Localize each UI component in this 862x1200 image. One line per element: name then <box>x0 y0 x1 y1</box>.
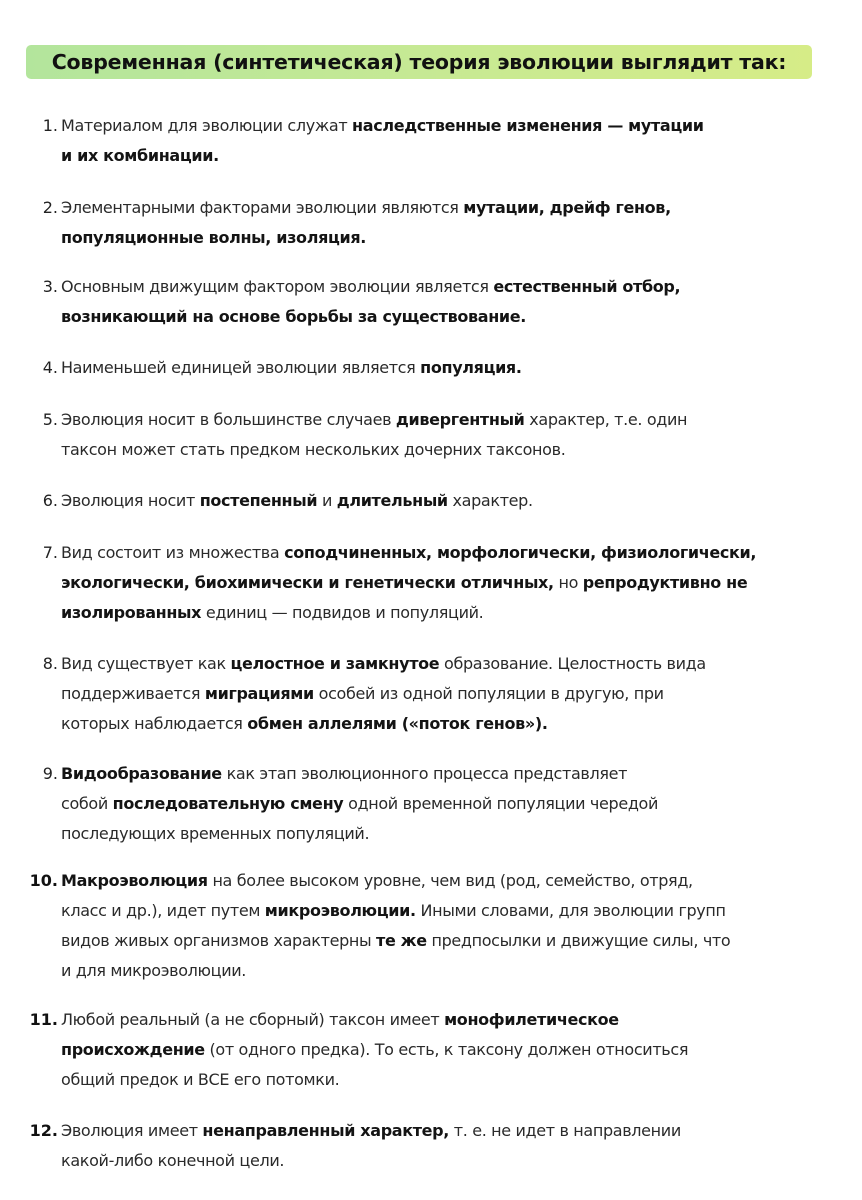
bold-term: последовательную смену <box>112 794 344 813</box>
text-line <box>61 193 821 223</box>
list-item-text <box>61 649 821 739</box>
list-item-text <box>61 866 821 986</box>
text-segment: как этап эволюционного процесса представляет <box>221 764 628 783</box>
list-item-text <box>61 538 821 628</box>
list-item-text <box>61 486 821 516</box>
text-line <box>61 598 821 628</box>
bold-term: мутации, дрейф генов, <box>463 198 671 217</box>
bold-term: экологически, биохимически и генетически отличных, <box>61 573 554 592</box>
list-item-number: 4. <box>42 358 58 377</box>
bold-term: популяция. <box>420 358 522 377</box>
text-segment: таксон может стать предком нескольких дочерних таксонов. <box>61 440 566 459</box>
bold-term: изолированных <box>61 603 202 622</box>
list-item-text <box>61 272 821 332</box>
text-segment: (от одного предка). То есть, к таксону должен относиться <box>204 1040 689 1059</box>
text-line <box>61 272 821 302</box>
list-item-text <box>61 353 821 383</box>
text-line <box>61 956 821 986</box>
text-line <box>61 866 821 896</box>
text-line <box>61 538 821 568</box>
text-segment: Эволюция носит <box>61 491 200 510</box>
text-segment: Иными словами, для эволюции групп <box>415 901 726 920</box>
bold-term: длительный <box>336 491 448 510</box>
text-line <box>61 353 821 383</box>
text-segment: предпосылки и движущие силы, что <box>426 931 731 950</box>
bold-term: возникающий на основе борьбы за существование. <box>61 307 527 326</box>
text-line <box>61 405 821 435</box>
text-line <box>61 435 821 465</box>
text-line <box>61 1146 821 1176</box>
text-segment: общий предок и ВСЕ его потомки. <box>61 1070 340 1089</box>
text-line <box>61 141 821 171</box>
text-line <box>61 926 821 956</box>
text-line <box>61 789 821 819</box>
text-segment: Вид существует как <box>61 654 231 673</box>
list-item-number: 8. <box>42 654 58 673</box>
list-item-text <box>61 111 821 171</box>
list-item-number: 5. <box>42 410 58 429</box>
bold-term: репродуктивно не <box>582 573 748 592</box>
bold-term: те же <box>376 931 427 950</box>
list-item-number: 6. <box>42 491 58 510</box>
list-item-number: 11. <box>29 1010 58 1029</box>
bold-term: происхождение <box>61 1040 205 1059</box>
text-line <box>61 223 821 253</box>
list-item-number: 12. <box>29 1121 58 1140</box>
list-item-text <box>61 405 821 465</box>
text-line <box>61 1005 821 1035</box>
text-segment: но <box>553 573 583 592</box>
text-segment: Эволюция носит в большинстве случаев <box>61 410 396 429</box>
list-item-number: 10. <box>29 871 58 890</box>
bold-term: миграциями <box>204 684 314 703</box>
page-title-banner <box>26 45 812 79</box>
list-item-text <box>61 759 821 849</box>
list-item-text <box>61 1116 821 1176</box>
text-segment: характер, т.е. один <box>524 410 688 429</box>
text-line <box>61 1116 821 1146</box>
bold-term: целостное и замкнутое <box>230 654 440 673</box>
text-line <box>61 896 821 926</box>
text-segment: на более высоком уровне, чем вид (род, семейство, отряд, <box>207 871 693 890</box>
text-segment: образование. Целостность вида <box>439 654 706 673</box>
bold-term: постепенный <box>199 491 318 510</box>
bold-term: ненаправленный характер, <box>202 1121 450 1140</box>
bold-term: и их комбинации. <box>61 146 219 165</box>
bold-term: естественный отбор, <box>493 277 681 296</box>
bold-term: Видообразование <box>61 764 222 783</box>
bold-term: соподчиненных, морфологически, физиологически, <box>284 543 757 562</box>
text-segment: т. е. не идет в направлении <box>449 1121 681 1140</box>
list-item-number: 3. <box>42 277 58 296</box>
text-line <box>61 679 821 709</box>
text-segment: Основным движущим фактором эволюции является <box>61 277 494 296</box>
text-segment: поддерживается <box>61 684 205 703</box>
bold-term: Макроэволюция <box>61 871 208 890</box>
text-line <box>61 1035 821 1065</box>
list-item-text <box>61 193 821 253</box>
bold-term: наследственные изменения — мутации <box>352 116 704 135</box>
list-item-number: 9. <box>42 764 58 783</box>
text-segment: и для микроэволюции. <box>61 961 247 980</box>
text-segment: особей из одной популяции в другую, при <box>313 684 664 703</box>
text-line <box>61 111 821 141</box>
text-segment: Эволюция имеет <box>61 1121 203 1140</box>
text-line <box>61 486 821 516</box>
list-item-text <box>61 1005 821 1095</box>
text-segment: класс и др.), идет путем <box>61 901 265 920</box>
text-segment: какой-либо конечной цели. <box>61 1151 285 1170</box>
text-segment: видов живых организмов характерны <box>61 931 377 950</box>
text-segment: Элементарными факторами эволюции являются <box>61 198 464 217</box>
text-segment: Любой реальный (а не сборный) таксон имеет <box>61 1010 445 1029</box>
text-segment: одной временной популяции чередой <box>343 794 659 813</box>
list-item-number: 1. <box>42 116 58 135</box>
bold-term: монофилетическое <box>444 1010 619 1029</box>
text-line <box>61 568 821 598</box>
bold-term: дивергентный <box>395 410 525 429</box>
text-line <box>61 649 821 679</box>
bold-term: популяционные волны, изоляция. <box>61 228 367 247</box>
text-line <box>61 819 821 849</box>
text-segment: последующих временных популяций. <box>61 824 370 843</box>
text-line <box>61 759 821 789</box>
list-item-number: 7. <box>42 543 58 562</box>
page-title: Современная (синтетическая) теория эволюции выглядит так: <box>51 50 787 74</box>
list-item-number: 2. <box>42 198 58 217</box>
text-segment: Материалом для эволюции служат <box>61 116 353 135</box>
text-segment: собой <box>61 794 113 813</box>
bold-term: микроэволюции. <box>264 901 416 920</box>
bold-term: обмен аллелями («поток генов»). <box>247 714 548 733</box>
text-line <box>61 302 821 332</box>
text-segment: характер. <box>447 491 533 510</box>
text-segment: и <box>317 491 337 510</box>
text-segment: Вид состоит из множества <box>61 543 285 562</box>
text-segment: единиц — подвидов и популяций. <box>201 603 484 622</box>
text-segment: Наименьшей единицей эволюции является <box>61 358 421 377</box>
text-segment: которых наблюдается <box>61 714 248 733</box>
text-line <box>61 709 821 739</box>
text-line <box>61 1065 821 1095</box>
